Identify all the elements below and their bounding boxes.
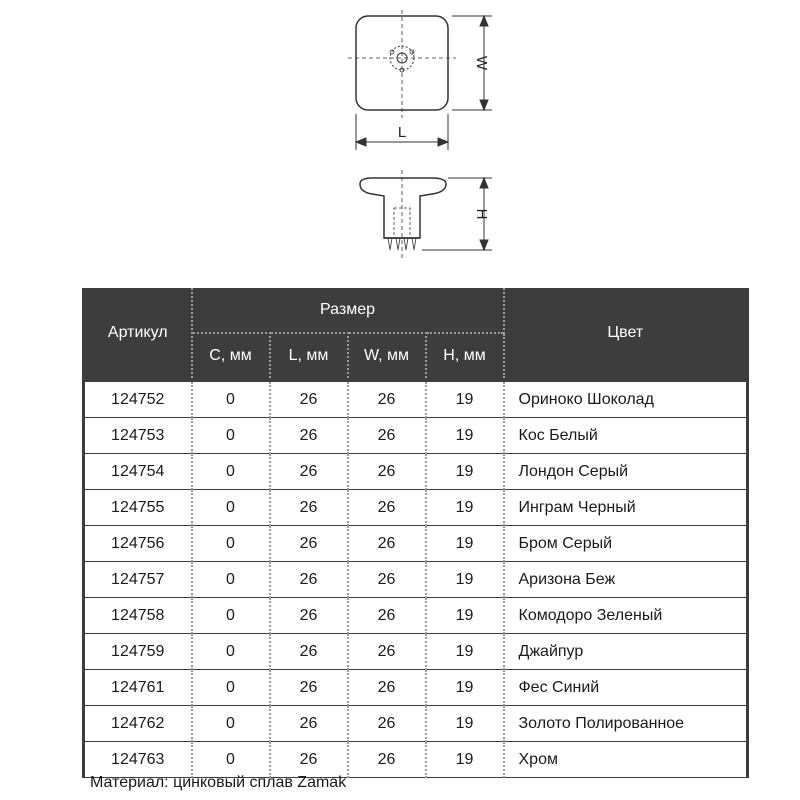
table-row bbox=[84, 562, 748, 598]
cell-color: Комодоро Зеленый bbox=[504, 598, 748, 634]
cell-c: 0 bbox=[192, 742, 270, 778]
cell-color: Бром Серый bbox=[504, 526, 748, 562]
cell-h: 19 bbox=[426, 490, 504, 526]
cell-color: Ориноко Шоколад bbox=[504, 380, 748, 418]
cell-w: 26 bbox=[348, 490, 426, 526]
cell-h: 19 bbox=[426, 598, 504, 634]
cell-l: 26 bbox=[270, 526, 348, 562]
cell-w: 26 bbox=[348, 418, 426, 454]
cell-article: 124755 bbox=[84, 490, 192, 526]
table-row bbox=[84, 598, 748, 634]
cell-w: 26 bbox=[348, 598, 426, 634]
cell-color: Кос Белый bbox=[504, 418, 748, 454]
cell-w: 26 bbox=[348, 526, 426, 562]
cell-h: 19 bbox=[426, 670, 504, 706]
cell-color: Фес Синий bbox=[504, 670, 748, 706]
cell-h: 19 bbox=[426, 526, 504, 562]
length-label: L bbox=[397, 124, 407, 141]
cell-c: 0 bbox=[192, 454, 270, 490]
cell-article: 124763 bbox=[84, 742, 192, 778]
cell-w: 26 bbox=[348, 742, 426, 778]
width-label: W bbox=[473, 55, 490, 71]
cell-h: 19 bbox=[426, 454, 504, 490]
specification-table bbox=[82, 288, 749, 778]
cell-h: 19 bbox=[426, 742, 504, 778]
cell-l: 26 bbox=[270, 598, 348, 634]
table-row bbox=[84, 454, 748, 490]
cell-h: 19 bbox=[426, 634, 504, 670]
cell-l: 26 bbox=[270, 742, 348, 778]
cell-c: 0 bbox=[192, 490, 270, 526]
cell-l: 26 bbox=[270, 418, 348, 454]
header-color: Цвет bbox=[504, 288, 748, 380]
material-note: Материал: цинковый сплав Zamak bbox=[90, 774, 347, 791]
table-row bbox=[84, 418, 748, 454]
cell-color: Лондон Серый bbox=[504, 454, 748, 490]
table-row bbox=[84, 742, 748, 778]
cell-c: 0 bbox=[192, 380, 270, 418]
cell-c: 0 bbox=[192, 598, 270, 634]
cell-l: 26 bbox=[270, 380, 348, 418]
cell-w: 26 bbox=[348, 670, 426, 706]
cell-article: 124759 bbox=[84, 634, 192, 670]
cell-c: 0 bbox=[192, 670, 270, 706]
table-body bbox=[84, 380, 748, 778]
cell-article: 124757 bbox=[84, 562, 192, 598]
cell-color: Джайпур bbox=[504, 634, 748, 670]
knob-side-view bbox=[360, 170, 446, 258]
cell-c: 0 bbox=[192, 562, 270, 598]
cell-h: 19 bbox=[426, 418, 504, 454]
header-l: L, мм bbox=[270, 333, 348, 380]
table-row bbox=[84, 634, 748, 670]
table-row bbox=[84, 490, 748, 526]
table-row bbox=[84, 706, 748, 742]
cell-l: 26 bbox=[270, 562, 348, 598]
cell-w: 26 bbox=[348, 706, 426, 742]
cell-h: 19 bbox=[426, 562, 504, 598]
height-label: H bbox=[473, 208, 490, 220]
header-h: H, мм bbox=[426, 333, 504, 380]
knob-technical-drawing bbox=[0, 0, 800, 280]
cell-article: 124754 bbox=[84, 454, 192, 490]
cell-article: 124752 bbox=[84, 380, 192, 418]
header-w: W, мм bbox=[348, 333, 426, 380]
cell-l: 26 bbox=[270, 454, 348, 490]
cell-h: 19 bbox=[426, 706, 504, 742]
cell-article: 124761 bbox=[84, 670, 192, 706]
cell-l: 26 bbox=[270, 634, 348, 670]
cell-h: 19 bbox=[426, 380, 504, 418]
cell-article: 124762 bbox=[84, 706, 192, 742]
header-size-group: Размер bbox=[192, 288, 504, 333]
table-row bbox=[84, 670, 748, 706]
table-row bbox=[84, 380, 748, 418]
cell-color: Аризона Беж bbox=[504, 562, 748, 598]
cell-color: Хром bbox=[504, 742, 748, 778]
header-c: C, мм bbox=[192, 333, 270, 380]
knob-top-view bbox=[348, 10, 456, 118]
cell-l: 26 bbox=[270, 706, 348, 742]
cell-color: Инграм Черный bbox=[504, 490, 748, 526]
cell-color: Золото Полированное bbox=[504, 706, 748, 742]
header-article: Артикул bbox=[84, 288, 192, 380]
cell-c: 0 bbox=[192, 418, 270, 454]
cell-l: 26 bbox=[270, 490, 348, 526]
cell-l: 26 bbox=[270, 670, 348, 706]
cell-w: 26 bbox=[348, 562, 426, 598]
cell-w: 26 bbox=[348, 634, 426, 670]
cell-c: 0 bbox=[192, 526, 270, 562]
cell-w: 26 bbox=[348, 380, 426, 418]
cell-article: 124756 bbox=[84, 526, 192, 562]
cell-c: 0 bbox=[192, 706, 270, 742]
table-row bbox=[84, 526, 748, 562]
cell-c: 0 bbox=[192, 634, 270, 670]
cell-article: 124758 bbox=[84, 598, 192, 634]
cell-article: 124753 bbox=[84, 418, 192, 454]
cell-w: 26 bbox=[348, 454, 426, 490]
